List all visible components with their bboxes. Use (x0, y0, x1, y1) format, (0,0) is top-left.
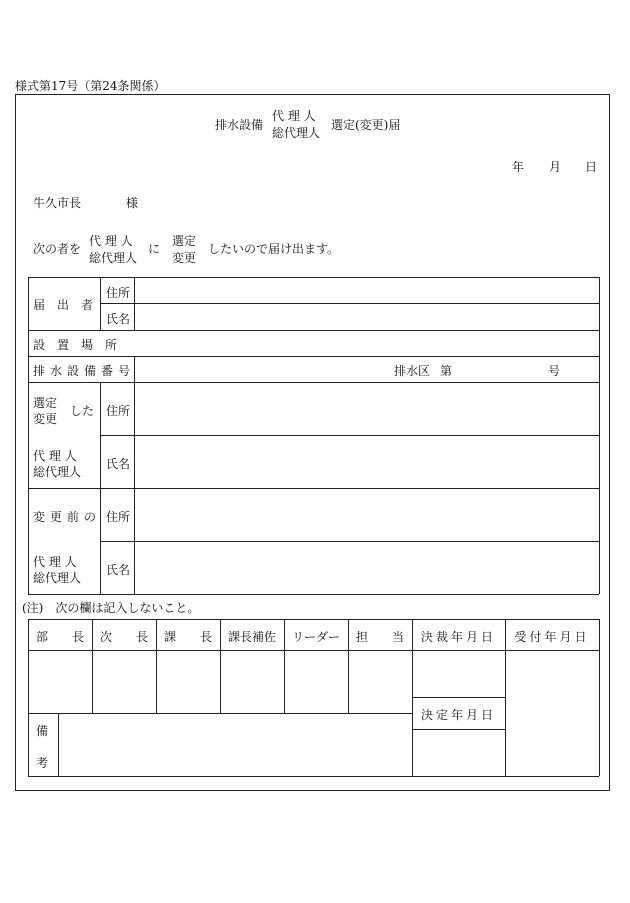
statement-select: 選定 (172, 234, 197, 248)
selected-name-label: 氏名 (106, 457, 131, 471)
before-agent: 代 理 人 (33, 555, 77, 569)
title-suffix: 選定(変更)届 (331, 118, 401, 132)
note: (注) 次の欄は記入しないこと。 (22, 601, 200, 615)
number-suffix: 号 (548, 364, 561, 378)
notifier-label: 届 出 者 (33, 298, 94, 312)
decision-date-label: 決定年月日 (420, 708, 496, 722)
selected-line2: 変更 (33, 412, 58, 426)
before-name-label: 氏名 (106, 563, 131, 577)
notifier-address-label: 住所 (106, 286, 131, 300)
before-general-agent: 総代理人 (33, 571, 82, 585)
selected-line1: 選定 (33, 396, 58, 410)
header-in-charge: 担 当 (355, 630, 404, 644)
number-prefix: 第 (440, 364, 453, 378)
header-assistant-chief: 課長補佐 (227, 630, 276, 644)
form-number: 様式第17号（第24条関係） (15, 79, 166, 93)
selected-agent: 代 理 人 (33, 449, 77, 463)
addressee-name: 牛久市長 (33, 196, 82, 210)
notifier-name-label: 氏名 (106, 312, 131, 326)
statement-general-agent: 総代理人 (89, 251, 138, 265)
statement-ni: に (148, 242, 161, 256)
form-frame (15, 94, 610, 791)
title-option-general-agent: 総代理人 (272, 126, 321, 140)
drainage-district-label: 排水区 (394, 364, 431, 378)
equipment-number-label: 排水設備番号 (33, 364, 136, 378)
date-day: 日 (585, 160, 598, 174)
remarks-label-1: 備 (36, 724, 49, 738)
remarks-label-2: 考 (36, 756, 49, 770)
before-address-label: 住所 (106, 510, 131, 524)
header-section-chief: 課 長 (163, 630, 212, 644)
statement-change: 変更 (172, 251, 197, 265)
selected-general-agent: 総代理人 (33, 465, 82, 479)
date-year: 年 (512, 160, 525, 174)
statement-agent: 代 理 人 (89, 234, 133, 248)
statement-suffix: したいので届け出ます。 (208, 242, 340, 256)
header-receipt-date: 受付年月日 (514, 630, 590, 644)
header-director: 部 長 (35, 630, 84, 644)
before-change-label: 変更前の (33, 510, 102, 524)
title-option-agent: 代 理 人 (272, 109, 316, 123)
date-month: 月 (549, 160, 562, 174)
title-prefix: 排水設備 (215, 118, 264, 132)
header-deputy-director: 次 長 (99, 630, 148, 644)
location-label: 設 置 場 所 (33, 338, 118, 352)
statement-prefix: 次の者を (33, 242, 82, 256)
header-leader: リーダー (291, 630, 340, 644)
header-approval-date: 決裁年月日 (420, 630, 496, 644)
addressee-honorific: 様 (126, 196, 139, 210)
selected-address-label: 住所 (106, 404, 131, 418)
selected-shita: した (70, 404, 95, 418)
